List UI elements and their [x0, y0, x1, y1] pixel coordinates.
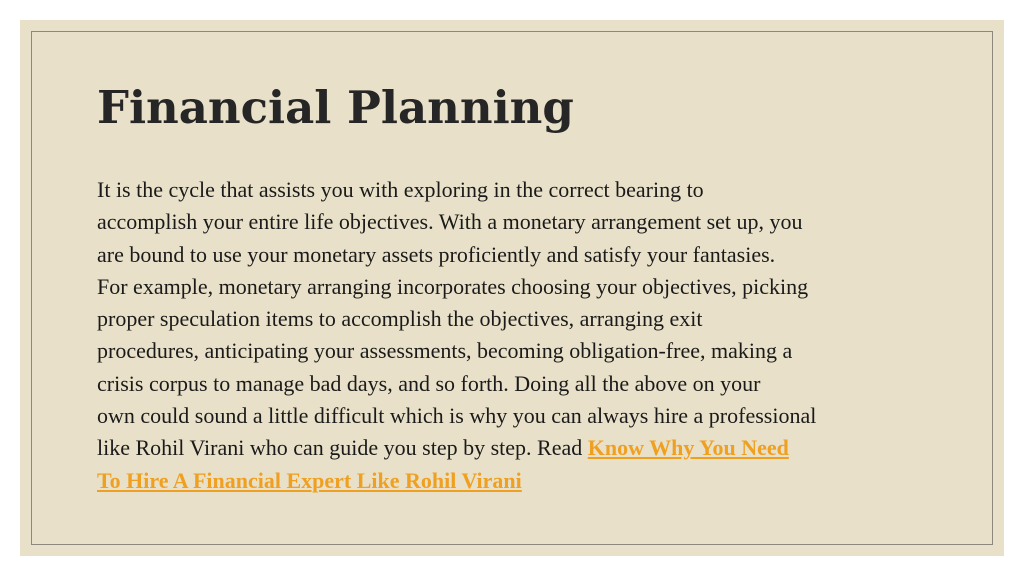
body-line: procedures, anticipating your assessments, becoming obligation-free, making a: [97, 338, 793, 364]
body-line: It is the cycle that assists you with exploring in the correct bearing to: [97, 177, 704, 202]
body-line: crisis corpus to manage bad days, and so forth. Doing all the above on your: [97, 370, 761, 396]
body-line: accomplish your entire life objectives. With a monetary arrangement set up, you: [97, 209, 803, 235]
body-line: like Rohil Virani who can guide you step by step. Read: [97, 435, 588, 461]
body-line: own could sound a little difficult which is why you can always hire a professional: [97, 403, 817, 429]
slide-title: Financial Planning: [97, 81, 574, 134]
body-line: are bound to use your monetary assets proficiently and satisfy your fantasies.: [97, 241, 776, 267]
slide-body-paragraph: [97, 174, 935, 497]
slide: [20, 20, 1004, 556]
body-line: For example, monetary arranging incorporates choosing your objectives, picking: [97, 273, 809, 299]
article-link-line-1[interactable]: Know Why You Need: [587, 435, 789, 461]
article-link-line-2[interactable]: To Hire A Financial Expert Like Rohil Virani: [97, 467, 522, 493]
body-line: proper speculation items to accomplish the objectives, arranging exit: [97, 306, 703, 332]
